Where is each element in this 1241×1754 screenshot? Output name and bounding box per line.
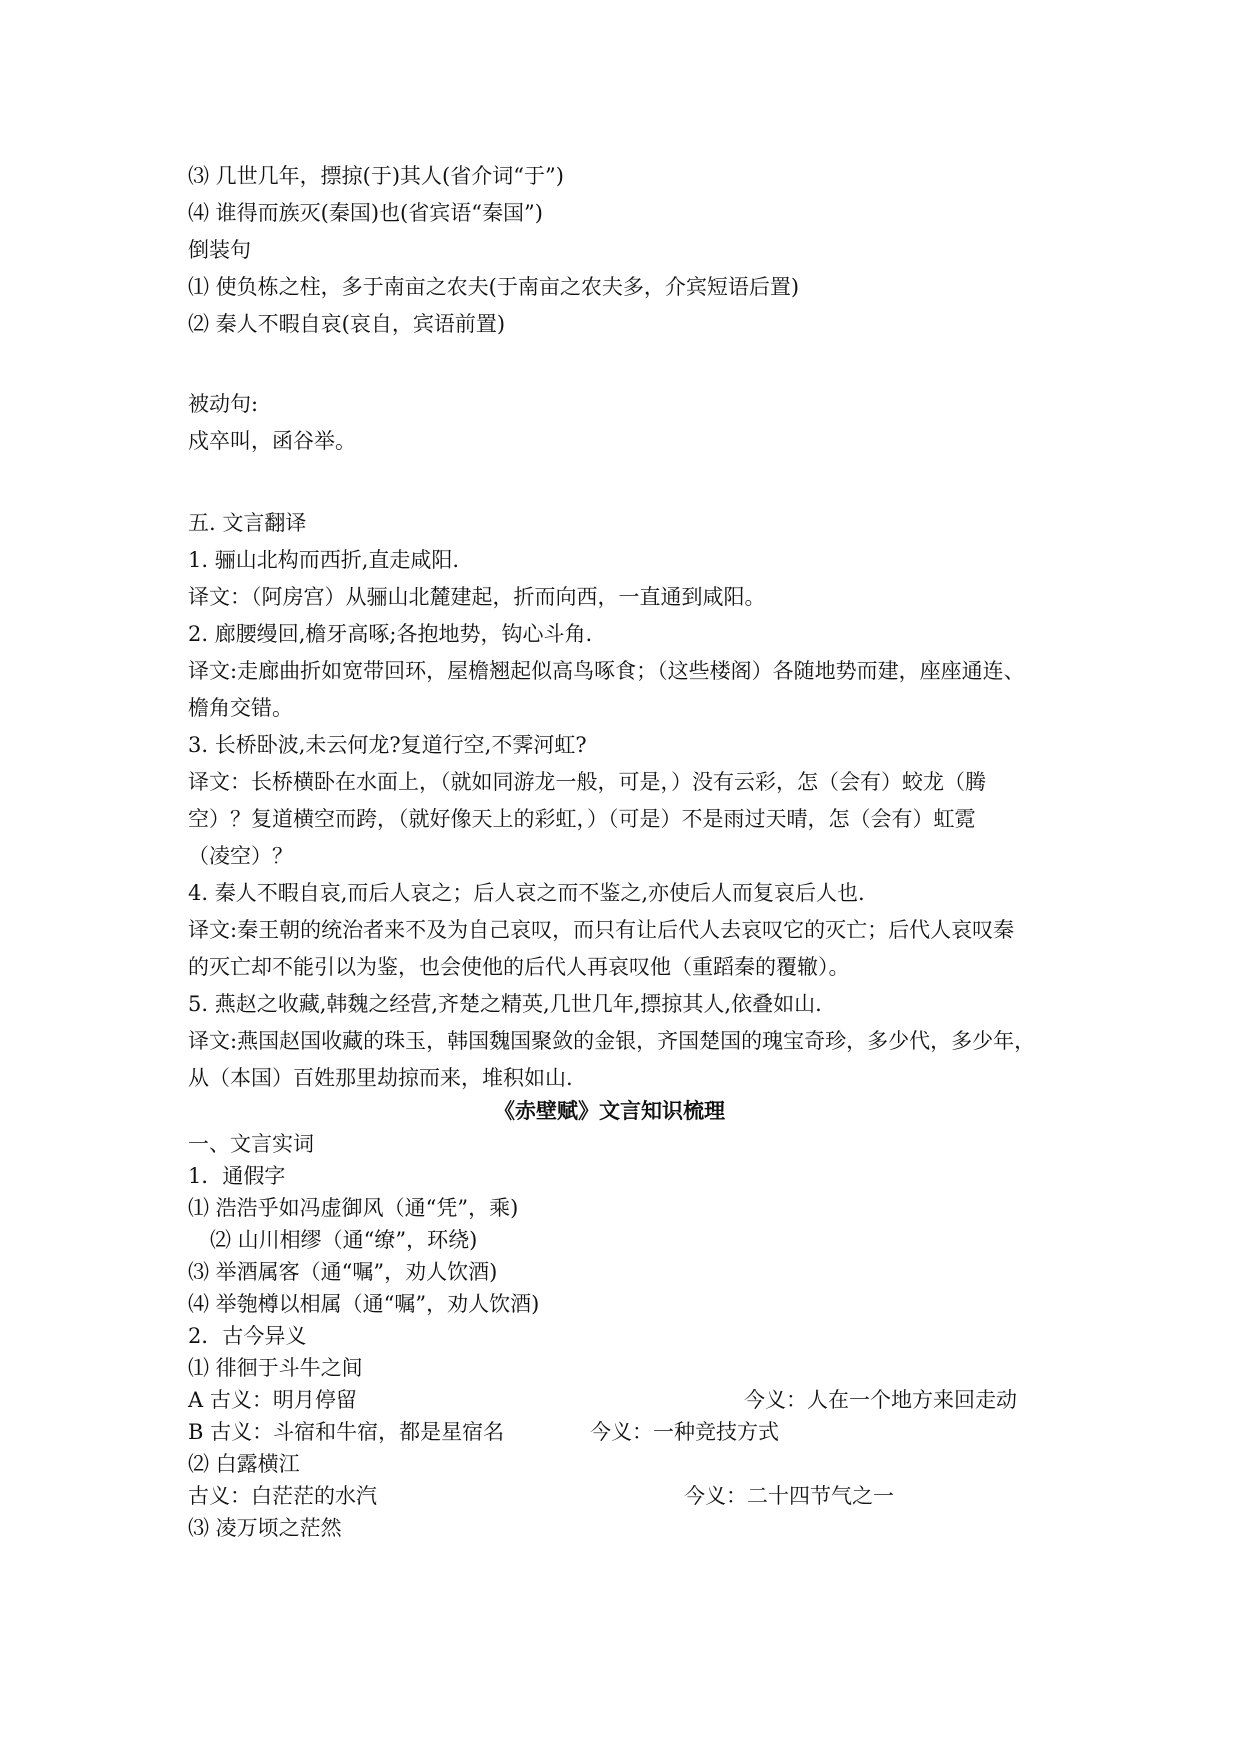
text-line: ⑴ 使负栋之柱，多于南亩之农夫(于南亩之农夫多，介宾短语后置) xyxy=(188,275,800,299)
document-title: 《赤壁赋》文言知识梳理 xyxy=(494,1098,725,1123)
list-item: ⑴ 徘徊于斗牛之间 xyxy=(188,1356,363,1380)
heading: 一、文言实词 xyxy=(188,1132,314,1156)
sentence: 2. 廊腰缦回,檐牙高啄;各抱地势，钩心斗角. xyxy=(188,622,593,646)
new-meaning: 今义：二十四节气之一 xyxy=(684,1484,894,1508)
list-item: ⑵ 山川相缪（通“缭”，环绕) xyxy=(210,1228,478,1252)
translation: 译文：长桥横卧在水面上，（就如同游龙一般，可是，）没有云彩，怎（会有）蛟龙（腾 xyxy=(188,770,986,794)
sentence: 3. 长桥卧波,未云何龙?复道行空,不霁河虹? xyxy=(188,733,587,757)
subheading: 2．古今异义 xyxy=(188,1324,307,1348)
translation: 从（本国）百姓那里劫掠而来，堆积如山. xyxy=(188,1066,573,1090)
list-item: ⑵ 白露横江 xyxy=(188,1452,300,1476)
translation: 译文:燕国赵国收藏的珠玉，韩国魏国聚敛的金银，齐国楚国的瑰宝奇珍，多少代，多少年， xyxy=(188,1029,1036,1053)
text-line: 戍卒叫，函谷举。 xyxy=(188,429,356,453)
translation: 译文:秦王朝的统治者来不及为自己哀叹，而只有让后代人去哀叹它的灭亡；后代人哀叹秦 xyxy=(188,918,1015,942)
translation: 空）？复道横空而跨，（就好像天上的彩虹，）（可是）不是雨过天晴，怎（会有）虹霓 xyxy=(188,807,976,831)
old-meaning: A 古义：明月停留 xyxy=(188,1388,357,1412)
translation: （凌空）？ xyxy=(188,844,293,868)
section-title: 五. 文言翻译 xyxy=(188,511,307,535)
heading-passive: 被动句: xyxy=(188,392,259,416)
sentence: 4. 秦人不暇自哀,而后人哀之；后人哀之而不鉴之,亦使后人而复哀后人也. xyxy=(188,881,865,905)
translation: 译文:走廊曲折如宽带回环，屋檐翘起似高鸟啄食；（这些楼阁）各随地势而建，座座通连、 xyxy=(188,659,1025,683)
old-meaning: B 古义：斗宿和牛宿，都是星宿名 xyxy=(188,1420,505,1444)
translation: 檐角交错。 xyxy=(188,696,293,720)
list-item: ⑶ 凌万顷之茫然 xyxy=(188,1516,342,1540)
text-line: ⑵ 秦人不暇自哀(哀自，宾语前置) xyxy=(188,312,506,336)
list-item: ⑶ 举酒属客（通“嘱”，劝人饮酒) xyxy=(188,1260,498,1284)
text-line: ⑶ 几世几年，摽掠(于)其人(省介词“于”) xyxy=(188,164,564,188)
subheading: 1．通假字 xyxy=(188,1164,286,1188)
sentence: 1. 骊山北构而西折,直走咸阳. xyxy=(188,548,460,572)
old-meaning: 古义：白茫茫的水汽 xyxy=(188,1484,377,1508)
list-item: ⑴ 浩浩乎如冯虚御风（通“凭”，乘) xyxy=(188,1196,519,1220)
sentence: 5. 燕赵之收藏,韩魏之经营,齐楚之精英,几世几年,摽掠其人,依叠如山. xyxy=(188,992,822,1016)
translation: 的灭亡却不能引以为鉴，也会使他的后代人再哀叹他（重蹈秦的覆辙）。 xyxy=(188,955,850,979)
text-line: ⑷ 谁得而族灭(秦国)也(省宾语“秦国”) xyxy=(188,201,543,225)
translation: 译文：（阿房宫）从骊山北麓建起，折而向西，一直通到咸阳。 xyxy=(188,585,766,609)
new-meaning: 今义：一种竞技方式 xyxy=(590,1420,779,1444)
heading-inversion: 倒装句 xyxy=(188,238,251,262)
new-meaning: 今义：人在一个地方来回走动 xyxy=(744,1388,1017,1412)
list-item: ⑷ 举匏樽以相属（通“嘱”，劝人饮酒) xyxy=(188,1292,540,1316)
